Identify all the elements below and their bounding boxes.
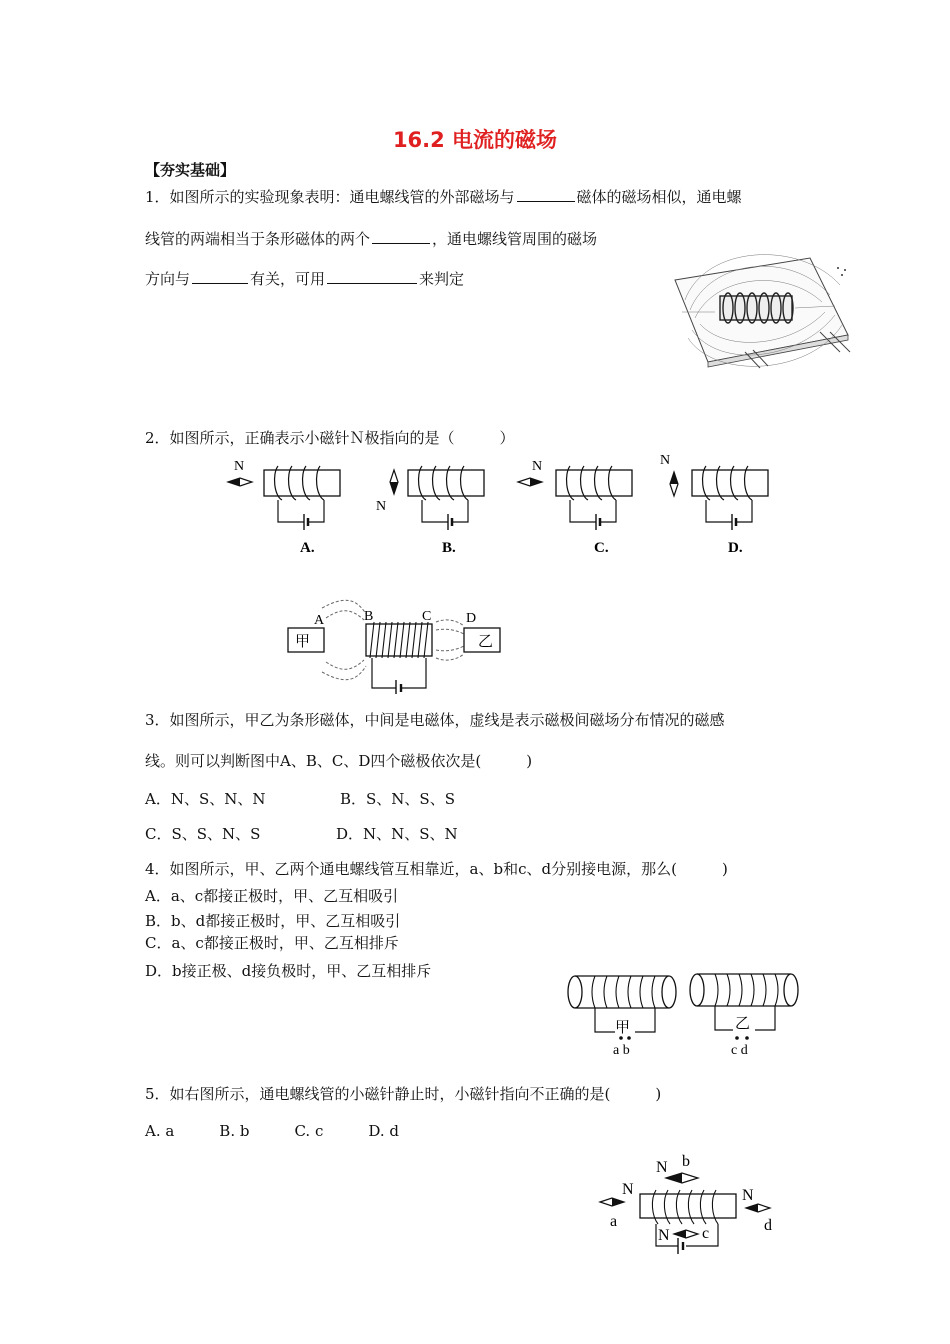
q3-pole-a: A — [314, 613, 325, 628]
q2b-coil — [419, 466, 468, 500]
q2-stem: 2．如图所示，正确表示小磁针Ｎ极指向的是（ ） — [145, 429, 515, 447]
q3-yi-label: 乙 — [478, 634, 494, 650]
q4-solenoid-jia — [568, 976, 676, 1058]
q3-figure — [286, 600, 506, 692]
q3-option-d: D．N、N、S、N — [336, 825, 458, 843]
q1-solenoid-filings-figure — [670, 240, 855, 375]
q5-options: A. a B. b C. c D. d — [145, 1122, 399, 1140]
q5-n-label-b: N — [656, 1159, 668, 1176]
q5-needle-b-dark — [666, 1173, 682, 1183]
q5-label-a: a — [610, 1213, 618, 1230]
q2a-needle-dark — [228, 478, 240, 486]
q2b-wire-right — [452, 500, 468, 522]
q5-n-label-a: N — [622, 1181, 634, 1198]
q4-solenoid-yi — [690, 974, 798, 1058]
q2c-wire-right — [600, 500, 616, 522]
q5-needle-c-dark — [674, 1230, 686, 1238]
q5-needle-a-dark — [612, 1198, 624, 1206]
q3-stem-line1: 3．如图所示，甲乙为条形磁体，中间是电磁体，虚线是表示磁极间磁场分布情况的磁感 — [145, 711, 725, 729]
q1-text-part5: 方向与 — [145, 270, 191, 288]
q5-needle-d-dark — [746, 1204, 758, 1212]
q2c-label: C. — [594, 540, 609, 556]
q1-blank-4[interactable] — [327, 269, 417, 284]
q3-wire-left — [372, 658, 396, 688]
q5-label-b: b — [682, 1153, 690, 1170]
q3-option-b: B．S、N、S、S — [340, 790, 455, 808]
q5-stem: 5．如右图所示，通电螺线管的小磁针静止时，小磁针指向不正确的是( ) — [145, 1085, 662, 1103]
section-heading: 【夯实基础】 — [145, 161, 236, 179]
q2b-n-label: N — [376, 499, 387, 514]
q2a-wire-left — [278, 500, 304, 522]
q4-cd-label: c d — [731, 1043, 748, 1058]
q2d-coil — [703, 466, 752, 500]
q3-jia-label: 甲 — [295, 634, 311, 650]
q4-jia-end-right — [662, 976, 676, 1008]
q2b-needle-dark — [390, 482, 398, 494]
q5-n-label-c: N — [658, 1227, 670, 1244]
q2-option-figures — [222, 452, 782, 562]
q4-yi-coil — [715, 974, 778, 1006]
page-title: 16.2 电流的磁场 — [392, 128, 558, 152]
q1-text-part1: 1．如图所示的实验现象表明：通电螺线管的外部磁场与 — [145, 188, 515, 206]
q1-blank-3[interactable] — [192, 269, 248, 284]
q1-line3 — [145, 268, 464, 289]
q2-figure-b — [376, 466, 484, 556]
q4-yi-end-right — [784, 974, 798, 1006]
q4-stem: 4．如图所示，甲、乙两个通电螺线管互相靠近，a、b和c、d分别接电源，那么( ) — [145, 860, 728, 878]
q2d-wire-left — [706, 500, 732, 522]
q5-label-c: c — [702, 1225, 710, 1242]
q5-figure — [598, 1150, 788, 1260]
q2-figure-c — [518, 459, 632, 556]
q2c-wire-left — [570, 500, 596, 522]
q1-line1 — [145, 186, 742, 207]
q1-blank-1[interactable] — [517, 187, 575, 202]
q1-text-part7: 来判定 — [419, 270, 465, 288]
q4-option-d: D．b接正极、d接负极时，甲、乙互相排斥 — [145, 962, 432, 980]
q5-n-label-d: N — [742, 1187, 754, 1204]
q2c-n-label: N — [532, 459, 543, 474]
q2-figure-a — [228, 459, 340, 556]
q4-option-a: A．a、c都接正极时，甲、乙互相吸引 — [145, 887, 399, 905]
q5-label-d: d — [764, 1217, 772, 1234]
q4-jia-end-left — [568, 976, 582, 1008]
q4-figure — [565, 966, 805, 1058]
q4-jia-label: 甲 — [615, 1020, 631, 1036]
q2d-n-label: N — [660, 453, 671, 468]
q2-figure-d — [660, 453, 768, 556]
q2d-label: D. — [728, 540, 743, 556]
q2a-label: A. — [300, 540, 315, 556]
q1-text-part2: 磁体的磁场相似，通电螺 — [576, 188, 742, 206]
q3-pole-d: D — [466, 611, 477, 626]
q3-stem-line2: 线。则可以判断图中A、B、C、D四个磁极依次是( ) — [145, 752, 533, 770]
q4-jia-coil — [592, 976, 655, 1008]
q4-yi-end-left — [690, 974, 704, 1006]
q2b-wire-left — [422, 500, 448, 522]
q1-line2 — [145, 228, 597, 249]
q4-option-b: B．b、d都接正极时，甲、乙互相吸引 — [145, 912, 401, 930]
q2c-coil — [567, 466, 616, 500]
q2a-coil — [275, 466, 324, 500]
q1-text-part6: 有关，可用 — [250, 270, 326, 288]
q2d-needle-dark — [670, 472, 678, 484]
q3-pole-b: B — [364, 609, 374, 624]
q2c-needle-dark — [530, 478, 542, 486]
q3-wire-right — [402, 658, 426, 688]
q3-electromagnet-core — [366, 624, 432, 656]
q1-text-part4: ，通电螺线管周围的磁场 — [432, 230, 598, 248]
q1-blank-2[interactable] — [372, 229, 430, 244]
q1-text-part3: 线管的两端相当于条形磁体的两个 — [145, 230, 371, 248]
q2a-n-label: N — [234, 459, 245, 474]
q3-option-c: C．S、S、N、S — [145, 825, 261, 843]
q4-yi-label: 乙 — [735, 1016, 751, 1032]
q3-pole-c: C — [422, 609, 432, 624]
q2d-wire-right — [736, 500, 752, 522]
q2a-wire-right — [308, 500, 324, 522]
q4-ab-label: a b — [613, 1043, 630, 1058]
q5-coil — [652, 1190, 718, 1224]
q2b-label: B. — [442, 540, 456, 556]
q3-option-a: A．N、S、N、N — [145, 790, 266, 808]
q4-option-c: C．a、c都接正极时，甲、乙互相排斥 — [145, 934, 399, 952]
